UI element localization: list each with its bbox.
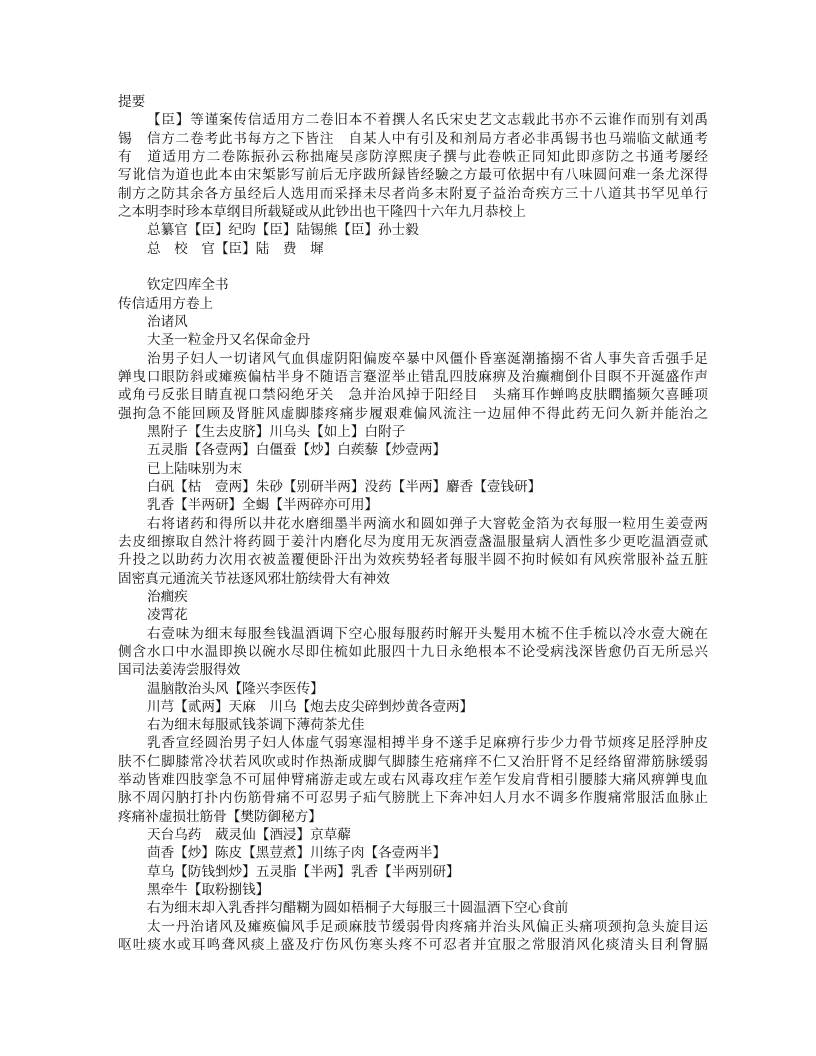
text-line: 呕吐痰水或耳鸣聋风痰上盛及疔伤风伤寒头疼不可忍者并宜服之常服消风化痰清头目利胷膈 bbox=[118, 937, 708, 954]
text-line: 或角弓反张目睛直视口禁闷绝牙关 急并治风掉于阳经目 头痛耳作蝉鸣皮肤瞤搐频欠喜睡项 bbox=[118, 387, 708, 404]
text-line: 侧含水口中水温即换以碗水尽即住梳如此服四十九日永绝根本不论受病浅深皆愈仍百无所忌兴 bbox=[118, 643, 708, 660]
text-line: 传信适用方卷上 bbox=[118, 295, 214, 312]
text-line: 温脑散治头风【隆兴李医传】 bbox=[147, 680, 324, 697]
text-line: 提要 bbox=[118, 94, 146, 110]
text-line: 天台乌药 葳灵仙【酒浸】京草薢 bbox=[147, 827, 351, 844]
text-line: 右为细末却入乳香拌匀醋糊为圆如梧桐子大每服三十圆温酒下空心食前 bbox=[147, 900, 569, 917]
text-line: 治男子妇人一切诸风气血俱虚阴阳偏废卒暴中风僵仆昏塞涎潮搐搦不省人事失音舌强手足 bbox=[147, 350, 708, 367]
text-line: 锡 信方二卷考此书每方之下皆注 自某人中有引及和剂局方者必非禹锡书也马端临文献通考 bbox=[118, 130, 708, 147]
text-line: 强拘急不能回顾及肾脏风虚脚膝疼痛步履艰难偏风流注一边屈伸不得此药无问久新并能治之 bbox=[118, 405, 708, 422]
text-line: 国司法姜涛尝服得效 bbox=[118, 662, 241, 679]
text-line: 五灵脂【各壹两】白僵蚕【炒】白蒺藜【炒壹两】 bbox=[147, 442, 447, 459]
text-line: 乳香宣经圆治男子妇人体虚气弱寒湿相搏半身不遂手足麻痹行步少力骨节烦疼足胫浮肿皮 bbox=[147, 735, 708, 752]
text-line: 之本明李时珍本草纲目所载疑或从此钞出也干隆四十六年九月恭校上 bbox=[118, 203, 526, 220]
text-line: 疼痛补虚损壮筋骨【樊防御秘方】 bbox=[118, 808, 322, 825]
text-line: 升投之以助药力次用衣被盖覆便卧汗出为效疾势轻者每服半圆不拘时候如有风疾常服补益五脏 bbox=[118, 552, 708, 569]
text-line: 川芎【贰两】天麻 川乌【炮去皮尖碎剉炒黄各壹两】 bbox=[147, 698, 474, 715]
text-line: 凌霄花 bbox=[147, 607, 188, 624]
text-line: 治癎疾 bbox=[147, 588, 188, 605]
text-line: 【臣】等谨案传信适用方二卷旧本不着撰人名氏宋史艺文志载此书亦不云谁作而别有刘禹 bbox=[147, 112, 708, 129]
text-line: 大圣一粒金丹又名保命金丹 bbox=[147, 332, 311, 349]
text-line: 总 校 官【臣】陆 费 墀 bbox=[147, 240, 324, 257]
blank-line bbox=[118, 258, 708, 276]
text-line: 黑牵牛【取粉捌钱】 bbox=[147, 882, 270, 899]
text-line: 白矾【枯 壹两】朱砂【别研半两】没药【半两】麝香【壹钱研】 bbox=[147, 478, 542, 495]
text-line: 黑附子【生去皮脐】川乌头【如上】白附子 bbox=[147, 423, 406, 440]
text-line: 去皮细擦取自然汁将药圆于姜汁内磨化尽为度用无灰酒壹盏温服量病人酒性多少更吃温酒壹贰 bbox=[118, 533, 708, 550]
text-line: 亸曳口眼防斜或瘫痪偏枯半身不随语言蹇涩举止错乱四肢麻痹及治癫癎倒仆目瞑不开涎盛作声 bbox=[118, 368, 708, 385]
text-line: 太一丹治诸风及瘫痪偏风手足顽麻肢节缓弱骨肉疼痛并治头风偏正头痛项颈拘急头旋目运 bbox=[147, 918, 708, 935]
text-line: 右壹味为细末每服叁钱温酒调下空心服每服药时解开头髮用木梳不住手梳以冷水壹大碗在 bbox=[147, 625, 708, 642]
document-page bbox=[118, 93, 708, 954]
text-line: 制方之防其余各方虽经后人选用而采择未尽者尚多末附夏子益治奇疾方三十八道其书罕见单行 bbox=[118, 185, 708, 202]
text-line: 右为细末每服贰钱茶调下薄荷茶尤佳 bbox=[147, 717, 365, 734]
text-line: 总纂官【臣】纪昀【臣】陆锡熊【臣】孙士毅 bbox=[147, 222, 419, 239]
text-line: 脉不周闪肭打扑内伤筋骨痛不可忍男子疝气膀胱上下奔冲妇人月水不调多作腹痛常服活血脉止 bbox=[118, 790, 708, 807]
text-line: 草乌【防钱剉炒】五灵脂【半两】乳香【半两别研】 bbox=[147, 863, 460, 880]
text-line: 肤不仁脚膝常冷状若风吹或时作热渐成脚气脚膝生疮痛痒不仁又治肝肾不足经络留滞筋脉缓弱 bbox=[118, 753, 708, 770]
text-line: 写讹信为道也此本由宋椠影写前后无序跋所録皆经驗之方最可依据中有八味圆问难一条尤深得 bbox=[118, 167, 708, 184]
text-line: 固密真元通流关节祛逐风邪壮筋续骨大有神效 bbox=[118, 570, 390, 587]
text-line: 右将诸药和得所以井花水磨细墨半两滴水和圆如弹子大窨乾金箔为衣每服一粒用生姜壹两 bbox=[147, 515, 708, 532]
text-line: 茴香【炒】陈皮【黑荳煮】川练子肉【各壹两半】 bbox=[147, 845, 447, 862]
text-line: 举动皆难四肢挛急不可屈伸臂痛游走或左或右风毒攻疰乍差乍发肩背相引腰膝大痛风痹亸曳血 bbox=[118, 772, 708, 789]
text-line: 治诸风 bbox=[147, 313, 188, 330]
text-line: 有 道适用方二卷陈振孙云称拙庵吴彦防淳熙庚子撰与此卷帙正同知此即彦防之书通考屡经 bbox=[118, 148, 708, 165]
text-line: 钦定四库全书 bbox=[147, 277, 229, 294]
text-line: 已上陆味别为末 bbox=[147, 460, 243, 477]
text-line: 乳香【半两研】全蝎【半两碎亦可用】 bbox=[147, 497, 379, 514]
